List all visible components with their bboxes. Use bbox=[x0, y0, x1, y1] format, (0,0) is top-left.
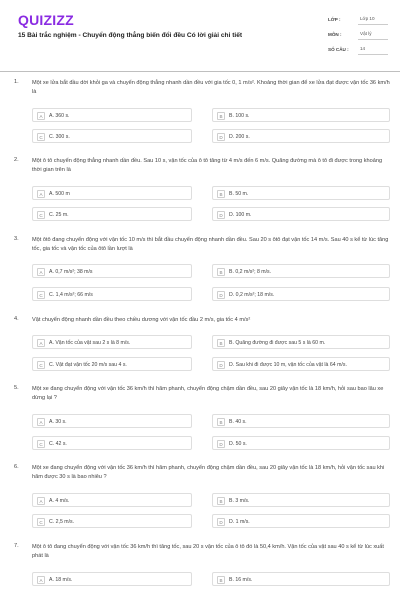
option-text: C. 42 s. bbox=[49, 441, 67, 447]
option-a[interactable] bbox=[32, 108, 192, 122]
option-d[interactable] bbox=[212, 129, 390, 143]
option-text: C. 2,5 m/s. bbox=[49, 519, 75, 525]
option-letter: C bbox=[37, 133, 45, 141]
option-b[interactable] bbox=[212, 572, 390, 586]
option-text: B. 3 m/s. bbox=[229, 498, 250, 504]
option-text: D. 200 s. bbox=[229, 134, 250, 140]
meta-value: Lớp 10 bbox=[358, 14, 388, 25]
question-text: Vật chuyển động nhanh dần đều theo chiều dương với vận tốc đầu 2 m/s, gia tốc 4 m/s² bbox=[32, 317, 251, 323]
option-d[interactable] bbox=[212, 287, 390, 301]
option-text: B. 40 s. bbox=[229, 419, 247, 425]
option-c[interactable] bbox=[32, 514, 192, 528]
option-letter: D bbox=[217, 211, 225, 219]
option-letter: A bbox=[37, 112, 45, 120]
option-text: B. 16 m/s. bbox=[229, 577, 253, 583]
option-text: D. 0,2 m/s²; 18 m/s. bbox=[229, 292, 275, 298]
option-letter: C bbox=[37, 211, 45, 219]
option-c[interactable] bbox=[32, 129, 192, 143]
question-number: 7. bbox=[14, 543, 19, 549]
option-letter: D bbox=[217, 440, 225, 448]
option-letter: C bbox=[37, 361, 45, 369]
document-title: 15 Bài trắc nghiệm - Chuyển động thẳng biến đổi đều Có lời giải chi tiết bbox=[18, 32, 243, 39]
option-letter: A bbox=[37, 497, 45, 505]
option-letter: A bbox=[37, 418, 45, 426]
option-text: A. 0,7 m/s²; 38 m/s bbox=[49, 269, 93, 275]
header-divider bbox=[0, 71, 400, 72]
option-text: C. 1,4 m/s²; 66 m/s bbox=[49, 292, 93, 298]
option-d[interactable] bbox=[212, 436, 390, 450]
option-b[interactable] bbox=[212, 264, 390, 278]
question-number: 6. bbox=[14, 464, 19, 470]
option-b[interactable] bbox=[212, 414, 390, 428]
option-a[interactable] bbox=[32, 186, 192, 200]
meta-label: SỐ CÂU : bbox=[328, 47, 349, 52]
option-letter: B bbox=[217, 418, 225, 426]
option-b[interactable] bbox=[212, 108, 390, 122]
question-text: Một xe đang chuyển động với vận tốc 36 km/h thì hãm phanh, chuyển động chậm dần đều, sau 20 giây vận tốc là 18 km/h, hỏi vận tốc sau khi hãm được 30 s là bao nhiêu ? bbox=[32, 465, 385, 480]
question-text: Một ô tô chuyển động thẳng nhanh dần đều. Sau 10 s, vận tốc của ô tô tăng từ 4 m/s đến 6 m/s. Quãng đường mà ô tô đi được trong khoảng thời gian trên là bbox=[32, 158, 383, 173]
option-text: A. 4 m/s. bbox=[49, 498, 70, 504]
option-letter: A bbox=[37, 190, 45, 198]
option-a[interactable] bbox=[32, 264, 192, 278]
option-c[interactable] bbox=[32, 357, 192, 371]
meta-row-class bbox=[328, 12, 388, 27]
meta-value: 14 bbox=[358, 44, 388, 55]
option-text: D. 100 m. bbox=[229, 212, 252, 218]
question-number: 5. bbox=[14, 385, 19, 391]
option-letter: B bbox=[217, 190, 225, 198]
question-number: 2. bbox=[14, 157, 19, 163]
option-c[interactable] bbox=[32, 436, 192, 450]
option-text: C. 300 s. bbox=[49, 134, 70, 140]
question-text: Một xe lửa bắt đầu dời khỏi ga và chuyển động thẳng nhanh dần đều với gia tốc 0, 1 m/s². Khoảng thời gian để xe lửa đạt được vận tốc 36 km/h là bbox=[32, 80, 390, 95]
option-text: A. 360 s. bbox=[49, 113, 70, 119]
option-text: D. 50 s. bbox=[229, 441, 247, 447]
header bbox=[0, 0, 400, 64]
option-letter: B bbox=[217, 339, 225, 347]
option-text: D. 1 m/s. bbox=[229, 519, 250, 525]
option-letter: D bbox=[217, 361, 225, 369]
option-a[interactable] bbox=[32, 493, 192, 507]
option-a[interactable] bbox=[32, 414, 192, 428]
option-text: B. 100 s. bbox=[229, 113, 250, 119]
question-text: Một ôtô đang chuyển động với vận tốc 10 m/s thì bắt đầu chuyển động nhanh dần đều. Sau 20 s ôtô đạt vận tốc 14 m/s. Sau 40 s kể từ lúc tăng tốc, gia tốc và vận tốc của ôtô lần lượt là bbox=[32, 237, 389, 252]
option-text: B. 50 m. bbox=[229, 191, 249, 197]
option-letter: D bbox=[217, 518, 225, 526]
option-letter: A bbox=[37, 576, 45, 584]
option-letter: B bbox=[217, 112, 225, 120]
question-number: 3. bbox=[14, 236, 19, 242]
option-text: B. 0,2 m/s²; 8 m/s. bbox=[229, 269, 272, 275]
option-letter: A bbox=[37, 339, 45, 347]
meta-info bbox=[328, 12, 388, 57]
option-text: A. Vận tốc của vật sau 2 s là 8 m/s. bbox=[49, 340, 131, 346]
option-letter: C bbox=[37, 291, 45, 299]
option-d[interactable] bbox=[212, 514, 390, 528]
meta-row-subject bbox=[328, 27, 388, 42]
option-letter: C bbox=[37, 518, 45, 526]
option-text: A. 30 s. bbox=[49, 419, 67, 425]
option-c[interactable] bbox=[32, 287, 192, 301]
meta-value: Vật lý bbox=[358, 29, 388, 40]
option-letter: D bbox=[217, 133, 225, 141]
option-a[interactable] bbox=[32, 335, 192, 349]
meta-label: MÔN : bbox=[328, 32, 342, 37]
option-b[interactable] bbox=[212, 493, 390, 507]
option-text: B. Quãng đường đi được sau 5 s là 60 m. bbox=[229, 340, 326, 346]
option-c[interactable] bbox=[32, 207, 192, 221]
option-letter: D bbox=[217, 291, 225, 299]
question-text: Một ô tô đang chuyển động với vận tốc 36 km/h thì tăng tốc, sau 20 s vận tốc của ô tô đó là 50,4 km/h. Vận tốc của vật sau 40 s kể từ lúc xuất phát là bbox=[32, 544, 384, 559]
option-letter: B bbox=[217, 268, 225, 276]
option-letter: C bbox=[37, 440, 45, 448]
option-letter: B bbox=[217, 497, 225, 505]
option-letter: A bbox=[37, 268, 45, 276]
option-b[interactable] bbox=[212, 186, 390, 200]
option-d[interactable] bbox=[212, 207, 390, 221]
question-text: Một xe đang chuyển động với vận tốc 36 km/h thì hãm phanh, chuyển động chậm dần đều, sau 20 giây vận tốc là 18 km/h, hỏi sau bao lâu xe dừng lại ? bbox=[32, 386, 384, 401]
meta-label: LỚP : bbox=[328, 17, 341, 22]
quizizz-logo: QUIZIZZ bbox=[18, 12, 74, 28]
option-a[interactable] bbox=[32, 572, 192, 586]
question-number: 4. bbox=[14, 316, 19, 322]
option-text: A. 18 m/s. bbox=[49, 577, 73, 583]
option-text: D. Sau khi đi được 10 m, vận tốc của vật là 64 m/s. bbox=[229, 362, 347, 368]
option-text: A. 500 m bbox=[49, 191, 70, 197]
meta-row-count bbox=[328, 42, 388, 57]
option-b[interactable] bbox=[212, 335, 390, 349]
question-number: 1. bbox=[14, 79, 19, 85]
option-letter: B bbox=[217, 576, 225, 584]
option-text: C. 25 m. bbox=[49, 212, 69, 218]
option-d[interactable] bbox=[212, 357, 390, 371]
option-text: C. Vật đạt vận tốc 20 m/s sau 4 s. bbox=[49, 362, 127, 368]
